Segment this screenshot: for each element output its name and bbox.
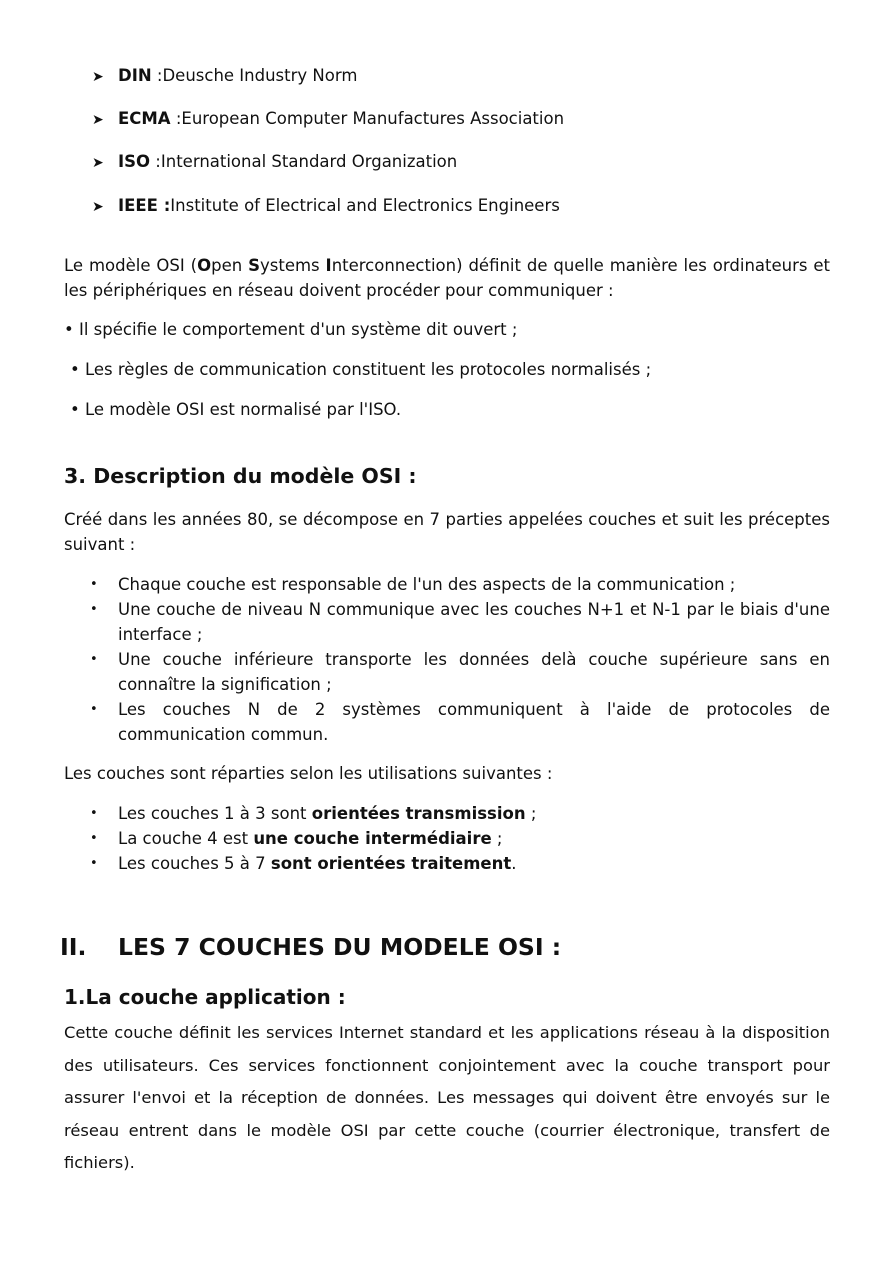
standard-item-ecma: ➤ ECMA :European Computer Manufactures Association — [92, 108, 564, 131]
standard-text: International Standard Organization — [160, 152, 458, 171]
osi-bullet: • Il spécifie le comportement d'un système dit ouvert ; — [64, 320, 518, 339]
arrow-bullet-icon: ➤ — [92, 199, 104, 215]
arrow-bullet-icon: ➤ — [92, 69, 104, 85]
list-item: • Une couche inférieure transporte les données delà couche supérieure sans en connaître la signification ; — [84, 647, 830, 697]
bullet-dot-icon: • — [90, 602, 98, 617]
section-heading: 3. Description du modèle OSI : — [64, 464, 417, 488]
list-item: • Chaque couche est responsable de l'un des aspects de la communication ; — [84, 572, 830, 597]
list-item: • Les couches N de 2 systèmes communiquent à l'aide de protocoles de communication commun. — [84, 697, 830, 747]
list-item: • Une couche de niveau N communique avec les couches N+1 et N-1 par le biais d'une interface ; — [84, 597, 830, 647]
bullet-dot-icon: • — [90, 831, 98, 846]
subsection-heading: 1.La couche application : — [64, 985, 346, 1009]
standard-item-ieee — [92, 195, 560, 218]
section-intro-paragraph: Créé dans les années 80, se décompose en 7 parties appelées couches et suit les préceptes suivant : — [64, 510, 830, 554]
standard-text: Deusche Industry Norm — [162, 66, 358, 85]
standard-abbr: DIN — [118, 66, 152, 85]
standard-abbr: ECMA — [118, 109, 171, 128]
chapter-number: II. — [60, 933, 87, 961]
usage-list — [84, 801, 830, 876]
list-item: • Les couches 1 à 3 sont orientées transmission ; — [84, 801, 830, 826]
standard-item-din: ➤ DIN :Deusche Industry Norm — [92, 65, 357, 88]
standard-text: Institute of Electrical and Electronics Engineers — [170, 196, 560, 215]
list-item: • Les couches 5 à 7 sont orientées traitement. — [84, 851, 830, 876]
bullet-dot-icon: • — [90, 702, 98, 717]
principles-list — [84, 572, 830, 747]
standard-item-iso: ➤ ISO :International Standard Organization — [92, 151, 457, 174]
osi-bullet: • Le modèle OSI est normalisé par l'ISO. — [70, 400, 402, 419]
osi-bullet: • Les règles de communication constituent les protocoles normalisés ; — [70, 360, 652, 379]
bullet-dot-icon: • — [90, 652, 98, 667]
usage-intro: Les couches sont réparties selon les utilisations suivantes : — [64, 764, 553, 783]
bullet-dot-icon: • — [90, 577, 98, 592]
bullet-dot-icon: • — [90, 806, 98, 821]
standard-text: European Computer Manufactures Association — [181, 109, 565, 128]
application-layer-paragraph: Cette couche définit les services Internet standard et les applications réseau à la disposition des utilisateurs. Ces services fonctionnent conjointement avec la couche transport pour assurer l'envoi et la réception de données. Les messages qui doivent être envoyés sur le réseau entrent dans le modèle OSI par cette couche (courrier électronique, transfert de fichiers). — [64, 1023, 830, 1172]
arrow-bullet-icon: ➤ — [92, 155, 104, 171]
list-item: • La couche 4 est une couche intermédiaire ; — [84, 826, 830, 851]
arrow-bullet-icon: ➤ — [92, 112, 104, 128]
standard-abbr: ISO — [118, 152, 151, 171]
standard-abbr: IEEE : — [118, 196, 171, 215]
chapter-heading — [60, 932, 561, 962]
bullet-dot-icon: • — [90, 856, 98, 871]
chapter-title: LES 7 COUCHES DU MODELE OSI : — [118, 933, 562, 961]
osi-intro-paragraph: Le modèle OSI (Open Systems Interconnection) définit de quelle manière les ordinateurs et les périphériques en réseau doivent procéder pour communiquer : — [64, 256, 830, 300]
